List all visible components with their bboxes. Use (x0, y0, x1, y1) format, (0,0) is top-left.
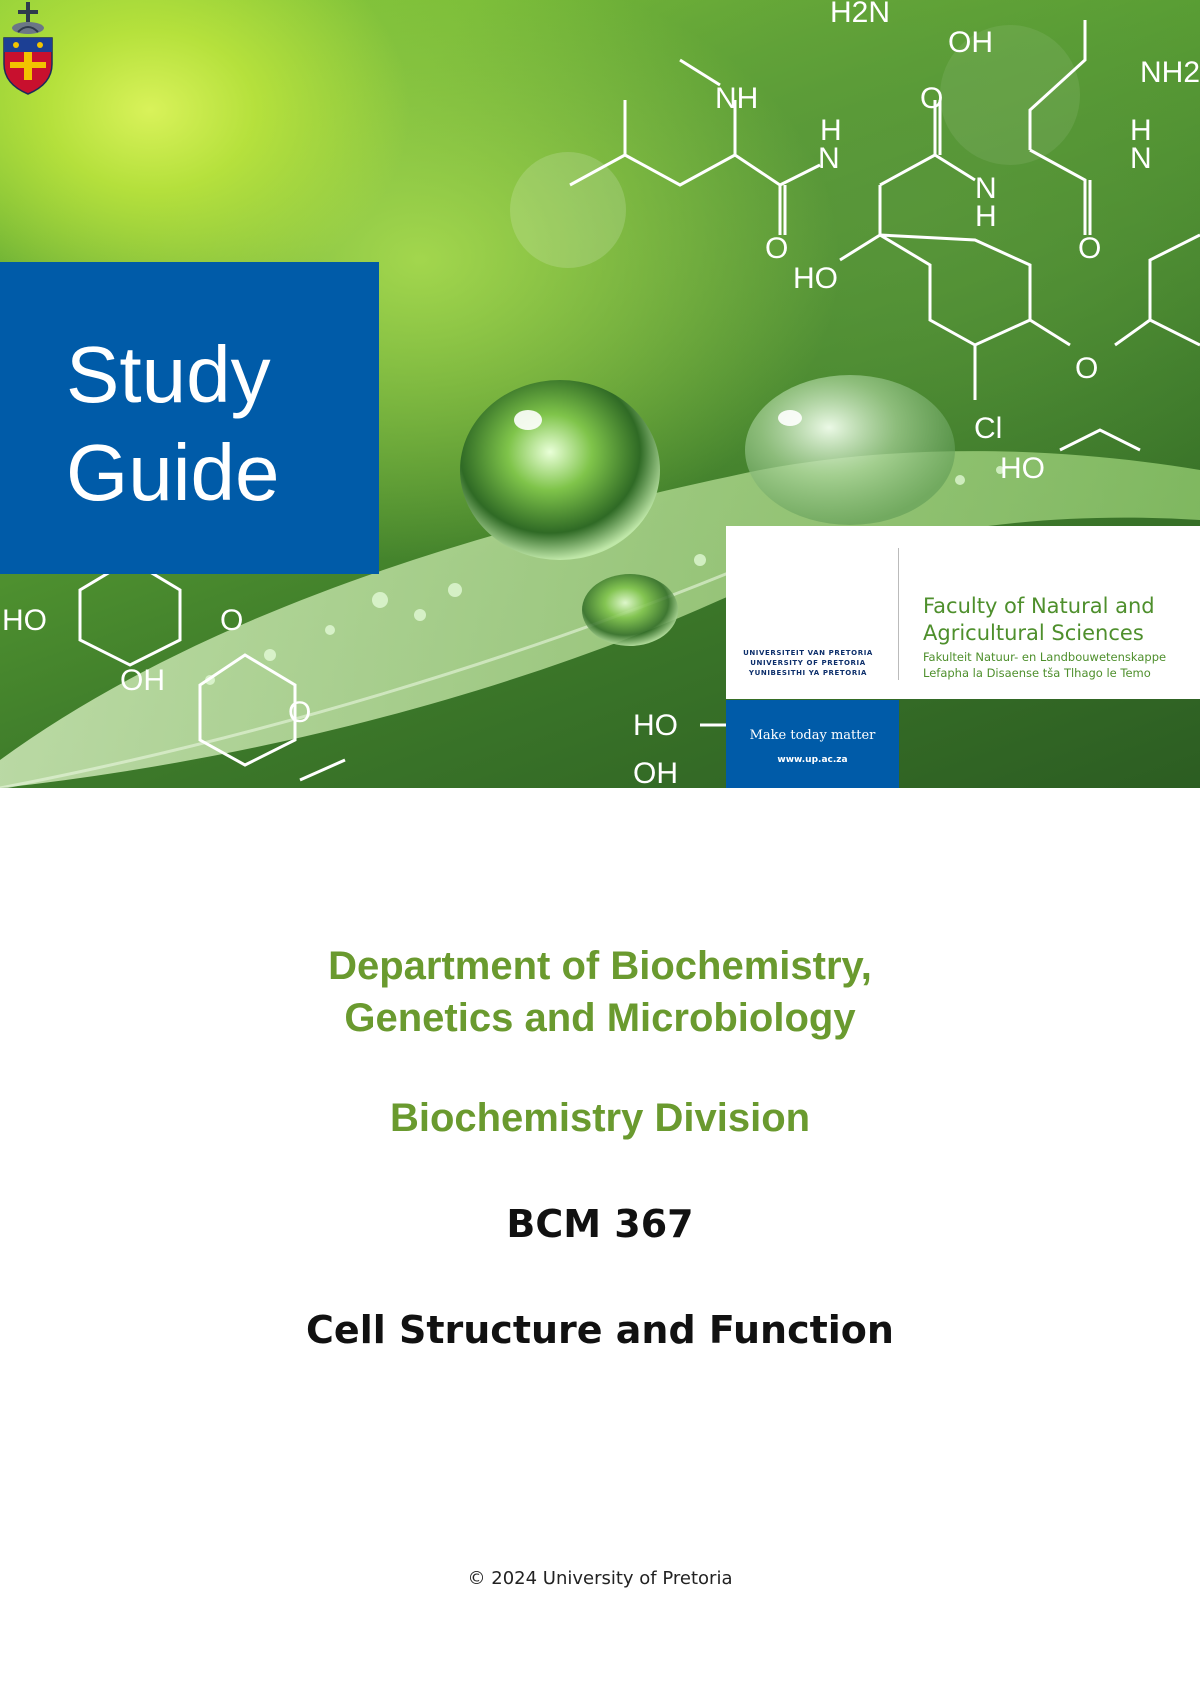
course-code: BCM 367 (506, 1202, 694, 1246)
faculty-name-line: Agricultural Sciences (923, 621, 1144, 645)
cover-banner (0, 0, 1200, 788)
molecule-label: H (820, 114, 842, 147)
molecule-label: O (1078, 232, 1102, 265)
molecule-label: HO (1000, 452, 1045, 485)
faculty-name-english (923, 593, 1198, 647)
faculty-name-block (923, 593, 1198, 681)
molecule-label: HO (793, 262, 838, 295)
molecule-label: O (920, 82, 944, 115)
molecule-label: OH (948, 26, 993, 59)
department-name-line: Genetics and Microbiology (344, 996, 856, 1040)
molecule-label: H (1130, 114, 1152, 147)
division-name: Biochemistry Division (389, 1096, 811, 1140)
copyright-notice: © 2024 University of Pretoria (467, 1568, 733, 1589)
department-name-line: Department of Biochemistry, (328, 944, 872, 988)
molecule-label: OH (633, 757, 678, 788)
molecule-label: NH (715, 82, 759, 115)
molecule-label: H2N (830, 0, 891, 29)
faculty-name-afrikaans: Fakulteit Natuur- en Landbouwetenskappe (923, 650, 1167, 664)
faculty-name-translations (923, 649, 1198, 681)
university-names (738, 648, 878, 678)
molecule-label: N (975, 172, 997, 205)
molecule-label: N (1130, 142, 1152, 175)
study-guide-line: Guide (66, 428, 280, 517)
motto-text: Make today matter (749, 728, 876, 743)
molecule-label: O (765, 232, 789, 265)
molecule-label: O (220, 604, 244, 637)
molecule-label: O (288, 696, 312, 729)
university-name-line: UNIVERSITEIT VAN PRETORIA (743, 649, 873, 657)
molecule-label: OH (120, 664, 165, 697)
university-crest-icon (0, 0, 56, 96)
course-name: Cell Structure and Function (306, 1308, 894, 1352)
molecule-label: O (1075, 352, 1099, 385)
molecule-label: N (818, 142, 840, 175)
faculty-name-sepedi: Lefapha la Disaense tša Tlhago le Temo (923, 666, 1151, 680)
study-guide-line: Study (66, 330, 271, 419)
molecule-label: HO (2, 604, 47, 637)
molecule-label: H (975, 200, 997, 233)
molecule-label: Cl (974, 412, 1003, 445)
study-guide-title (66, 326, 279, 522)
molecule-label: NH2 (1140, 56, 1200, 89)
faculty-name-line: Faculty of Natural and (923, 594, 1155, 618)
panel-divider (898, 548, 899, 680)
bokeh-circle (510, 152, 626, 268)
title-block (0, 940, 1200, 1354)
website-url[interactable]: www.up.ac.za (777, 755, 848, 765)
university-name-line: YUNIBESITHI YA PRETORIA (748, 669, 868, 677)
motto-box (726, 700, 899, 788)
university-name-line: UNIVERSITY OF PRETORIA (750, 659, 866, 667)
molecule-label: HO (633, 709, 678, 742)
department-name (0, 940, 1200, 1044)
